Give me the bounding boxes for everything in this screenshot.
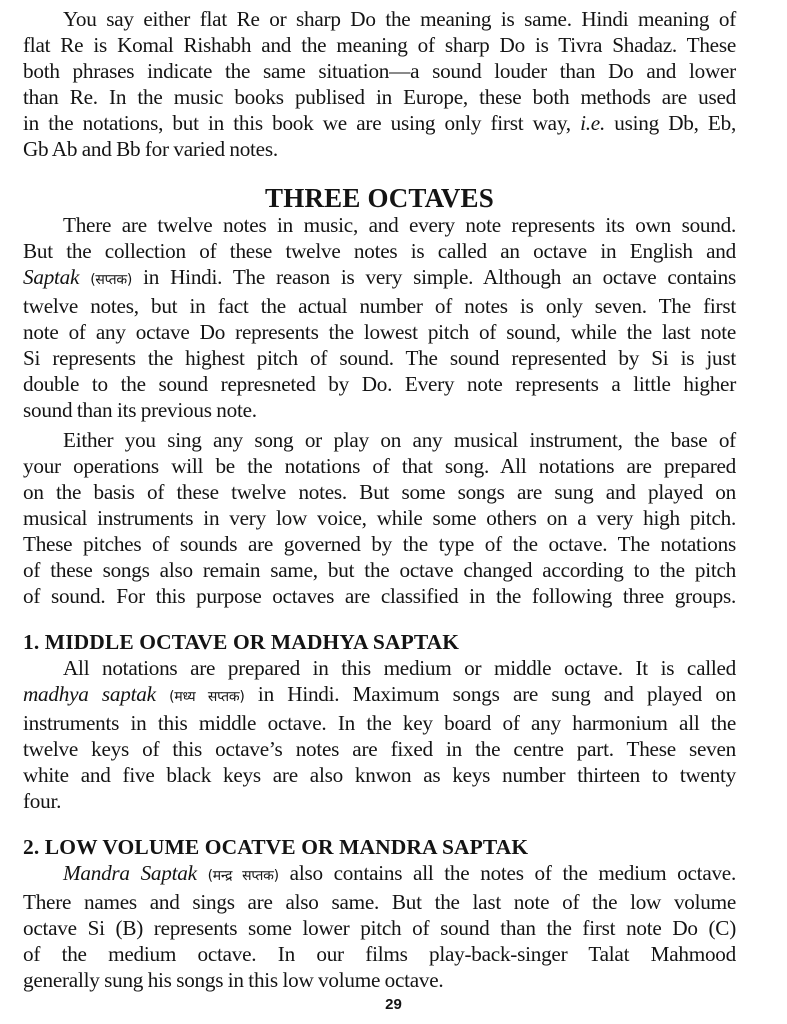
text-line xyxy=(23,860,736,889)
text-line: All notations are prepared in this medium or middle octave. It is called xyxy=(63,656,736,680)
text-line: You say either flat Re or sharp Do the meaning is same. Hindi meaning of xyxy=(63,7,736,31)
text-line: flat Re is Komal Rishabh and the meaning of sharp Do is Tivra Shadaz. These xyxy=(23,33,736,57)
italic-ie: i.e. xyxy=(580,111,606,135)
text-line: of sound. For this purpose octaves are classified in the following three groups. xyxy=(23,584,736,608)
hindi-text: (मध्य सप्तक) xyxy=(169,689,245,705)
section-heading-low-octave: 2. LOW VOLUME OCATVE OR MANDRA SAPTAK xyxy=(23,835,529,859)
text-line: sound than its previous note. xyxy=(23,398,257,422)
middle-octave-paragraph xyxy=(23,655,736,814)
text-line: instruments in this middle octave. In the key board of any harmonium all the xyxy=(23,711,736,735)
text-line: your operations will be the notations of that song. All notations are prepared xyxy=(23,454,736,478)
section-heading-middle-octave: 1. MIDDLE OCTAVE OR MADHYA SAPTAK xyxy=(23,630,460,654)
text-line: twelve notes, but in fact the actual number of notes is only seven. The first xyxy=(23,294,736,318)
text-line: on the basis of these twelve notes. But some songs are sung and played on xyxy=(23,480,736,504)
italic-term: Saptak xyxy=(23,265,80,289)
text-line: of the medium octave. In our films play-back-singer Talat Mahmood xyxy=(23,942,736,966)
text-line xyxy=(23,110,736,136)
text-line: than Re. In the music books publised in Europe, these both methods are used xyxy=(23,85,736,109)
text-line: Gb Ab and Bb for varied notes. xyxy=(23,137,278,161)
intro-paragraph xyxy=(23,6,736,162)
text-line: note of any octave Do represents the lowest pitch of sound, while the last note xyxy=(23,320,736,344)
text-line: musical instruments in very low voice, while some others on a very high pitch. xyxy=(23,506,736,530)
text-run: also contains all the notes of the medium octave. xyxy=(278,861,737,885)
text-line: of these songs also remain same, but the octave changed according to the pitch xyxy=(23,558,736,582)
text-line: Either you sing any song or play on any musical instrument, the base of xyxy=(63,428,736,452)
text-line: These pitches of sounds are governed by the type of the octave. The notations xyxy=(23,532,736,556)
text-line: twelve keys of this octave’s notes are fixed in the centre part. These seven xyxy=(23,737,736,761)
text-line: Si represents the highest pitch of sound. The sound represented by Si is just xyxy=(23,346,736,370)
hindi-text: (सप्तक) xyxy=(90,272,133,288)
text-line: octave Si (B) represents some lower pitch of sound than the first note Do (C) xyxy=(23,916,736,940)
text-line xyxy=(23,681,736,710)
text-run: in the notations, but in this book we are using only first way, xyxy=(23,111,581,135)
italic-term: Mandra Saptak xyxy=(63,861,197,885)
three-octaves-paragraph-2 xyxy=(23,427,736,609)
document-page xyxy=(23,6,736,993)
hindi-text: (मन्द्र सप्तक) xyxy=(207,868,279,884)
italic-term: madhya saptak xyxy=(23,682,156,706)
text-line: both phrases indicate the same situation—a sound louder than Do and lower xyxy=(23,59,736,83)
text-line: white and five black keys are also knwon as keys number thirteen to twenty xyxy=(23,763,736,787)
three-octaves-paragraph-1 xyxy=(23,212,736,423)
section-heading-three-octaves: THREE OCTAVES xyxy=(265,183,494,213)
text-run: in Hindi. The reason is very simple. Although an octave contains xyxy=(132,265,736,289)
text-line xyxy=(23,264,736,293)
text-line: four. xyxy=(23,789,62,813)
text-line: There are twelve notes in music, and every note represents its own sound. xyxy=(63,213,736,237)
text-line: There names and sings are also same. But the last note of the low volume xyxy=(23,890,736,914)
text-run: in Hindi. Maximum songs are sung and played on xyxy=(244,682,737,706)
text-line: But the collection of these twelve notes is called an octave in English and xyxy=(23,239,736,263)
text-line: generally sung his songs in this low volume octave. xyxy=(23,968,444,992)
low-octave-paragraph xyxy=(23,860,736,993)
text-line: double to the sound represneted by Do. Every note represents a little higher xyxy=(23,372,736,396)
page-number: 29 xyxy=(385,996,402,1013)
text-run: using Db, Eb, xyxy=(605,111,737,135)
